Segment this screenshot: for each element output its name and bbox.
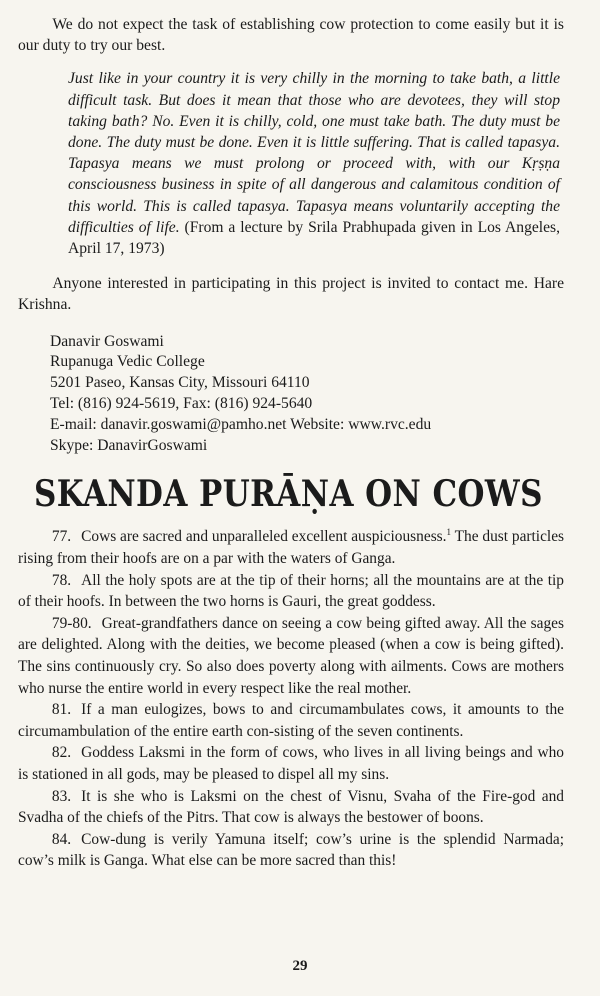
verse-84: 84. Cow-dung is verily Yamuna itself; cow’s urine is the splendid Narmada; cow’s milk is Ganga. What else can be more sacred than this! bbox=[18, 830, 564, 870]
verse-81: 81. If a man eulogizes, bows to and circumambulates cows, it amounts to the circumambulation of the entire earth con-sisting of the seven continents. bbox=[18, 701, 564, 740]
contact-institution: Rupanuga Vedic College bbox=[50, 353, 205, 371]
quote-source: (From a lecture by Srila Prabhupada given in Los Angeles, April 17, 1973) bbox=[68, 218, 561, 258]
verse-77: 77. Cows are sacred and unparalleled excellent auspiciousness.$^1$ The dust particles rising from their hoofs are on a par with the waters of Ganga. bbox=[18, 527, 565, 568]
contact-name: Danavir Goswami bbox=[50, 332, 164, 350]
contact-phones: Tel: (816) 924-5619, Fax: (816) 924-5640 bbox=[50, 395, 313, 413]
contact-address: 5201 Paseo, Kansas City, Missouri 64110 bbox=[50, 374, 310, 392]
section-heading: SKANDA PURĀṆA ON COWS bbox=[34, 473, 543, 516]
contact-email-website: E-mail: danavir.goswami@pamho.net Website: www.rvc.edu bbox=[50, 415, 432, 433]
footnote-marker: 1 bbox=[446, 527, 452, 538]
quote-text: Just like in your country it is very chilly in the morning to take bath, a little difficult task. But does it mean that those who are devotees, they will stop taking bath? No. Even it is chilly, cold, one must take bath. The duty must be done. The duty must be done. Even it is little suffering. That is called tapasya. Tapasya means we must prolong or proceed with, with our Kṛṣṇa consciousness business in spite of all dangerous and calamitous condition of this world. This is called tapasya. Tapasya means voluntarily accepting the difficulties of life. bbox=[68, 70, 560, 236]
page-number: 29 bbox=[292, 958, 308, 974]
intro-paragraph: We do not expect the task of establishing cow protection to come easily but it is our duty to try our best. bbox=[18, 16, 564, 55]
verse-78: 78. All the holy spots are at the tip of their horns; all the mountains are at the tip of their hoofs. In between the two horns is Gauri, the great goddess. bbox=[18, 571, 564, 611]
prabhupada-quote bbox=[68, 68, 560, 259]
invitation-paragraph: Anyone interested in participating in this project is invited to contact me. Hare Krishna. bbox=[18, 275, 564, 314]
contact-skype: Skype: DanavirGoswami bbox=[50, 436, 208, 454]
verse-79-80: 79-80. Great-grandfathers dance on seeing a cow being gifted away. All the sages are delighted. Along with the deities, we become pleased (when a cow is being gifted). The sins continuously cry. So also does poverty along with ailments. Cows are mothers who nurse the entire world in every respect like the real mother. bbox=[18, 614, 564, 697]
verse-82: 82. Goddess Laksmi in the form of cows, who lives in all living beings and who is stationed in all gods, may be pleased to dispel all my sins. bbox=[18, 744, 564, 783]
verse-83: 83. It is she who is Laksmi on the chest of Visnu, Svaha of the Fire-god and Svadha of the chiefs of the Pitrs. That cow is always the bestower of boons. bbox=[18, 787, 564, 827]
contact-block bbox=[50, 332, 564, 457]
